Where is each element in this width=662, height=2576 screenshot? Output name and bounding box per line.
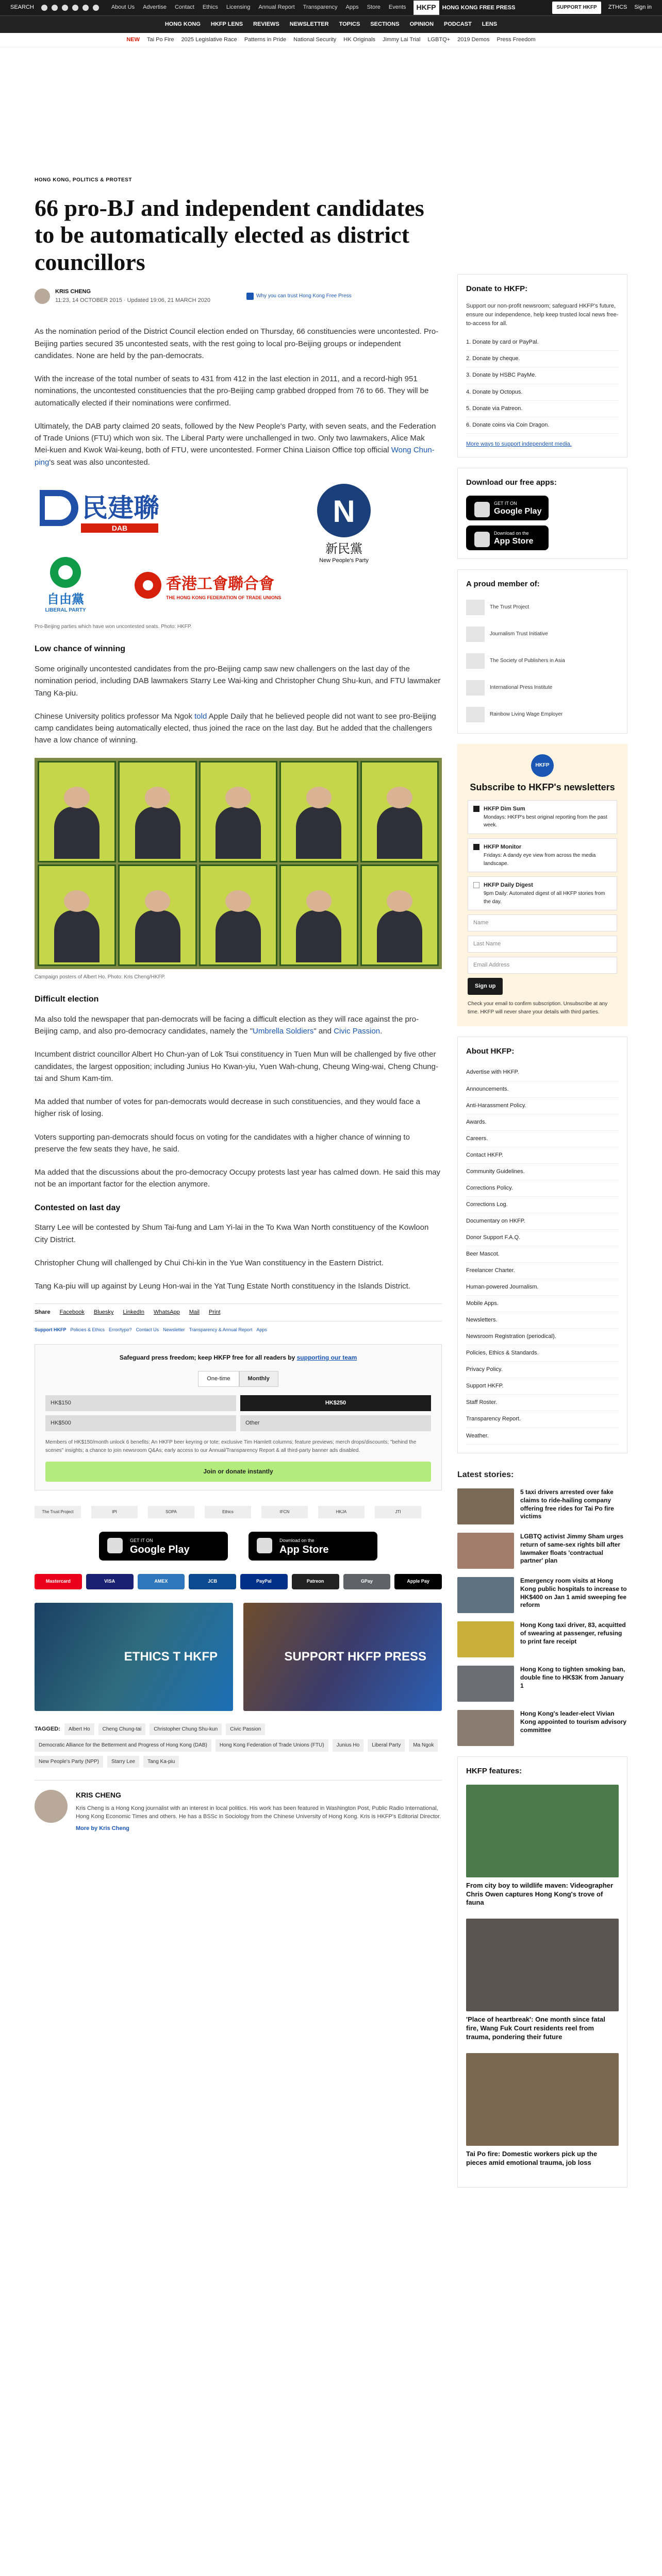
option-desc: Fridays: A dandy eye view from across the media landscape. <box>484 853 596 867</box>
story-title[interactable]: Emergency room visits at Hong Kong public hospitals to increase to HK$400 on Jan 1 amid sweeping fee reform <box>520 1577 627 1609</box>
payment-methods <box>35 1574 442 1589</box>
features-box <box>457 1756 627 2187</box>
donate-intro: Support our non-profit newsroom; safeguard HKFP's future, ensure our independence, help keep trusted local news free-to-access for all. <box>466 303 619 327</box>
about-link[interactable]: Donor Support F.A.Q. <box>466 1230 619 1246</box>
newsletter-signup <box>457 744 627 1026</box>
sidebar-google-play[interactable] <box>466 496 549 520</box>
about-link[interactable]: Human-powered Journalism. <box>466 1279 619 1296</box>
member-of-box <box>457 569 627 734</box>
sidebar <box>457 53 627 2188</box>
newsletter-option[interactable] <box>468 800 617 834</box>
tag[interactable]: New People's Party (NPP) <box>35 1756 103 1768</box>
newsletter-option[interactable] <box>468 876 617 910</box>
amount-option[interactable]: HK$500 <box>45 1415 236 1431</box>
image-caption: Campaign posters of Albert Ho. Photo: Kris Cheng/HKFP. <box>35 974 166 980</box>
support-banner[interactable]: SUPPORT HKFP PRESS <box>243 1603 442 1711</box>
share-bluesky[interactable]: Bluesky <box>93 1309 114 1316</box>
about-links <box>466 1064 619 1444</box>
nav-item[interactable]: HKFP LENS <box>210 21 243 27</box>
inline-link[interactable]: Civic Passion <box>334 1027 380 1036</box>
ethics-banner[interactable]: ETHICS T HKFP <box>35 1603 233 1711</box>
donate-option[interactable]: 1. Donate by card or PayPal. <box>466 334 619 351</box>
about-link[interactable]: Contact HKFP. <box>466 1147 619 1164</box>
google-play-button[interactable] <box>99 1532 228 1561</box>
paragraph-text: 's seat was also uncontested. <box>49 457 150 467</box>
store-small: Download on the <box>279 1537 315 1543</box>
story-thumbnail[interactable] <box>457 1666 514 1702</box>
checkbox-checked-icon[interactable] <box>473 844 479 850</box>
nav-item[interactable]: SECTIONS <box>370 21 400 27</box>
last-name-field[interactable]: Last Name <box>468 936 617 953</box>
badge-icon <box>466 600 485 615</box>
trending-link[interactable]: LGBTQ+ <box>427 36 451 43</box>
tag[interactable]: Ma Ngok <box>409 1739 438 1752</box>
donate-option[interactable]: 2. Donate by cheque. <box>466 351 619 367</box>
util-link[interactable]: About Us <box>111 4 135 11</box>
about-link[interactable]: Privacy Policy. <box>466 1362 619 1378</box>
article-footer-links <box>35 1327 442 1334</box>
apps-box <box>457 468 627 559</box>
trust-link-label: Why you can trust Hong Kong Free Press <box>256 293 352 299</box>
feature-image[interactable] <box>466 1919 619 2011</box>
share-mail[interactable]: Mail <box>189 1309 200 1316</box>
article-body <box>35 326 442 1292</box>
about-link[interactable]: Documentary on HKFP. <box>466 1213 619 1230</box>
amount-option-selected[interactable]: HK$250 <box>240 1395 431 1411</box>
util-link[interactable]: Annual Report <box>258 4 295 11</box>
about-link[interactable]: Corrections Log. <box>466 1197 619 1213</box>
footer-link[interactable]: Policies & Ethics <box>70 1327 105 1333</box>
about-link[interactable]: Careers. <box>466 1131 619 1147</box>
about-box <box>457 1037 627 1453</box>
publish-date: 11:23, 14 OCTOBER 2015 · Updated 19:06, 21 MARCH 2020 <box>55 297 211 304</box>
trending-link[interactable]: National Security <box>293 36 337 43</box>
paragraph <box>35 710 442 747</box>
trust-logo[interactable]: IPI <box>91 1506 138 1518</box>
section-heading: Low chance of winning <box>35 645 125 654</box>
tag[interactable]: Liberal Party <box>368 1739 405 1752</box>
paragraph-text: Apple Daily that he believed people did not want to see pro-Beijing camp candidates being automatically elected, thus joined the race on the last day. But he added that the challengers have a low chance of winning. <box>35 711 436 745</box>
nav-item[interactable]: LENS <box>482 21 498 27</box>
author-box <box>35 1780 442 1833</box>
trending-link[interactable]: HK Originals <box>343 36 376 43</box>
tag[interactable]: Starry Lee <box>107 1756 139 1768</box>
badge-icon <box>466 653 485 669</box>
amex-icon: AMEX <box>138 1574 185 1589</box>
sidebar-heading: About HKFP: <box>466 1047 515 1056</box>
party-logos-graphic <box>35 480 442 619</box>
paragraph: With the increase of the total number of seats to 431 from 412 in the last election in 2011, and a record-high 951 nominations, the uncontested constituencies that the pro-Beijing camp grabbed dropped from 76 to 66. They will be automatically elected if their nominations were confirmed. <box>35 375 429 408</box>
nav-item[interactable]: TOPICS <box>339 21 360 27</box>
amount-option[interactable]: HK$150 <box>45 1395 236 1411</box>
ftu-cn: 香港工會聯合會 <box>166 574 274 593</box>
donate-option[interactable]: 5. Donate via Patreon. <box>466 401 619 417</box>
article-tags <box>35 1723 442 1768</box>
newsletter-title: Subscribe to HKFP's newsletters <box>470 782 615 793</box>
about-link[interactable]: Staff Roster. <box>466 1395 619 1411</box>
utility-links <box>111 3 406 12</box>
about-link[interactable]: Transparency Report. <box>466 1411 619 1428</box>
paragraph: Tang Ka-piu will up against by Leung Hon-wai in the Yat Tung Estate North constituency in the Islands District. <box>35 1282 411 1291</box>
story-thumbnail[interactable] <box>457 1710 514 1746</box>
search-link[interactable]: SEARCH <box>10 4 34 11</box>
tag[interactable]: Albert Ho <box>64 1723 94 1736</box>
site-logo[interactable] <box>413 1 516 15</box>
gpay-icon: GPay <box>343 1574 391 1589</box>
util-link[interactable]: Advertise <box>143 4 167 11</box>
option-title: HKFP Dim Sum <box>484 805 525 812</box>
about-link[interactable]: Policies, Ethics & Standards. <box>466 1345 619 1362</box>
footer-link[interactable]: Contact Us <box>136 1327 159 1333</box>
footer-link[interactable]: Support HKFP <box>35 1327 67 1333</box>
member-badge[interactable] <box>466 677 619 698</box>
store-name: Google Play <box>494 506 542 516</box>
feature-title[interactable]: From city boy to wildlife maven: Videographer Chris Owen captures Hong Kong's trove of fauna <box>466 1881 614 1907</box>
feature-title[interactable]: Tai Po fire: Domestic workers pick up the pieces amid emotional trauma, job loss <box>466 2149 598 2166</box>
paragraph: As the nomination period of the District Council election ended on Thursday, 66 constituencies were uncontested. Pro-Beijing parties secured 35 uncontested seats, with the rest going to local pro-Beijing groups or independent candidates. None are held by the pan-democrats. <box>35 327 439 360</box>
tag[interactable]: Tang Ka-piu <box>143 1756 179 1768</box>
member-benefits: Members of HK$150/month unlock 6 benefits: An HKFP beer keyring or tote; exclusive Tim Hamlett columns; feature previews; merch drops/discounts; "behind the scenes" insights; a chance to join newsroom Q&As; early access to our Annual/Transparency Report & all third-party banner ads disabled. <box>45 1439 417 1453</box>
sidebar-heading: Latest stories: <box>457 1470 514 1479</box>
story-title[interactable]: LGBTQ activist Jimmy Sham urges return of same-sex rights bill after lawmaker floats 'contractual partner' plan <box>520 1533 624 1565</box>
x-icon[interactable] <box>52 5 58 11</box>
story-title[interactable]: Hong Kong taxi driver, 83, acquitted of swearing at passenger, refusing to print fare receipt <box>520 1621 626 1645</box>
sidebar-app-store[interactable] <box>466 526 549 550</box>
paragraph-text: " and <box>313 1027 334 1036</box>
trust-link[interactable] <box>246 292 352 300</box>
paragraph: Christopher Chung will challenged by Chui Chi-kin in the Yue Wan constituency in the Eastern District. <box>35 1258 384 1267</box>
join-donate-button[interactable]: Join or donate instantly <box>45 1462 431 1482</box>
store-small: GET IT ON <box>130 1537 153 1543</box>
author-avatar[interactable] <box>35 289 50 304</box>
about-link[interactable]: Mobile Apps. <box>466 1296 619 1312</box>
story-title[interactable]: Hong Kong to tighten smoking ban, double fine to HK$3K from January 1 <box>520 1666 625 1689</box>
badge-icon <box>466 626 485 642</box>
liberal-party-logo <box>45 557 86 613</box>
tag[interactable]: Junius Ho <box>333 1739 363 1752</box>
trending-label: NEW <box>126 36 140 43</box>
article-title: 66 pro-BJ and independent candidates to be automatically elected as district councillors <box>35 194 424 276</box>
about-link[interactable]: Anti-Harassment Policy. <box>466 1098 619 1114</box>
promo-banners <box>35 1603 442 1711</box>
trust-logo[interactable]: IFCN <box>261 1506 308 1518</box>
sidebar-heading: HKFP features: <box>466 1767 522 1776</box>
story-title[interactable]: Hong Kong's leader-elect Vivian Kong appointed to tourism advisory committee <box>520 1710 627 1734</box>
util-link[interactable]: Contact <box>174 4 194 11</box>
party-logos-image <box>35 480 442 619</box>
lp-en: LIBERAL PARTY <box>45 607 86 613</box>
badge-label: International Press Institute <box>490 685 553 691</box>
svg-text:N: N <box>333 494 355 529</box>
paragraph: Voters supporting pan-democrats should focus on voting for the candidates with a higher chance of winning to preserve the few seats they have, he said. <box>35 1132 410 1154</box>
story-item[interactable] <box>457 1488 627 1524</box>
about-link[interactable]: Weather. <box>466 1428 619 1445</box>
trust-logos <box>35 1506 442 1518</box>
author-name[interactable]: KRIS CHENG <box>55 289 91 295</box>
trending-link[interactable]: 2019 Demos <box>457 36 490 43</box>
share-label: Share <box>35 1309 51 1316</box>
badge-icon <box>466 707 485 722</box>
donate-heading-link[interactable]: supporting our team <box>296 1354 357 1362</box>
nav-item[interactable]: PODCAST <box>444 21 472 27</box>
ftu-en: THE HONG KONG FEDERATION OF TRADE UNIONS <box>166 595 282 600</box>
paragraph: Ma added that number of votes for pan-democrats would decrease in such constituencies, and they would face a higher risk of losing. <box>35 1097 420 1118</box>
hkfp-newsletter-icon: HKFP <box>531 754 554 777</box>
amount-options <box>45 1395 431 1431</box>
dab-en: DAB <box>111 523 128 532</box>
donate-box <box>457 274 627 457</box>
about-link[interactable]: Advertise with HKFP. <box>466 1064 619 1081</box>
footer-link[interactable]: Newsletter <box>163 1327 185 1333</box>
npp-cn: 新民黨 <box>325 541 362 556</box>
linkedin-icon[interactable] <box>93 5 99 11</box>
story-thumbnail[interactable] <box>457 1488 514 1524</box>
about-link[interactable]: Newsroom Registration (periodical). <box>466 1329 619 1345</box>
util-link[interactable]: Ethics <box>202 4 218 11</box>
logo-mark: HKFP <box>413 1 439 15</box>
inline-link[interactable]: told <box>194 711 207 721</box>
patreon-icon: Patreon <box>292 1574 339 1589</box>
store-name: App Store <box>494 536 534 546</box>
nav-item[interactable]: OPINION <box>409 21 434 27</box>
donate-heading <box>45 1353 431 1363</box>
paragraph-text: Ma also told the newspaper that pan-democrats will be facing a difficult election as they will race against the pro-Beijing camp, and also pro-democracy candidates, namely the " <box>35 1014 419 1036</box>
store-small: Download on the <box>494 531 529 536</box>
npp-en: New People's Party <box>319 557 369 564</box>
story-thumbnail[interactable] <box>457 1577 514 1613</box>
top-utility-bar <box>0 0 662 15</box>
dab-cn: 民建聯 <box>82 493 159 523</box>
about-link[interactable]: Awards. <box>466 1114 619 1131</box>
trust-icon <box>246 293 254 300</box>
story-item[interactable] <box>457 1710 627 1746</box>
latest-stories <box>457 1469 627 1747</box>
share-whatsapp[interactable]: WhatsApp <box>154 1309 180 1316</box>
image-caption: Pro-Beijing parties which have won uncontested seats. Photo: HKFP. <box>35 623 192 630</box>
share-facebook[interactable]: Facebook <box>59 1309 85 1316</box>
checkbox-checked-icon[interactable] <box>473 806 479 812</box>
amount-option[interactable]: Other <box>240 1415 431 1431</box>
app-store-buttons <box>35 1532 442 1561</box>
donate-option[interactable]: 4. Donate by Octopus. <box>466 384 619 401</box>
about-link[interactable]: Announcements. <box>466 1081 619 1098</box>
footer-link[interactable]: Transparency & Annual Report <box>189 1327 253 1333</box>
language-switch[interactable]: ZTHCS <box>608 4 627 11</box>
paragraph-text: Ultimately, the DAB party claimed 20 seats, followed by the New People's Party, with seven seats, and the Federation of Trade Unions (FTU) which won six. The Liberal Party were unchallenged in two. Only two lawmakers, Alice Mak Mei-kuen and Kwok Wai-keung, both of FTU, were uncontested. Former China Liaison Office top official <box>35 421 436 455</box>
story-thumbnail[interactable] <box>457 1533 514 1569</box>
about-link[interactable]: Freelancer Charter. <box>466 1263 619 1279</box>
visa-icon: VISA <box>86 1574 134 1589</box>
trust-logo[interactable]: The Trust Project <box>35 1506 81 1518</box>
newsletter-option[interactable] <box>468 838 617 872</box>
nav-item[interactable]: REVIEWS <box>253 21 279 27</box>
threads-icon[interactable] <box>82 5 89 11</box>
tag[interactable]: Civic Passion <box>226 1723 265 1736</box>
feature-image[interactable] <box>466 1785 619 1877</box>
story-item[interactable] <box>457 1621 627 1657</box>
lp-cn: 自由黨 <box>47 591 84 606</box>
ftu-logo <box>135 572 281 600</box>
share-bar <box>35 1303 442 1321</box>
badge-label: The Trust Project <box>490 604 529 611</box>
donate-heading-text: Safeguard press freedom; keep HKFP free for all readers by <box>119 1354 297 1362</box>
byline <box>35 287 442 305</box>
paragraph <box>35 420 442 468</box>
about-link[interactable]: Beer Mascot. <box>466 1246 619 1263</box>
tag[interactable]: Hong Kong Federation of Trade Unions (FTU) <box>216 1739 328 1752</box>
feature-image[interactable] <box>466 2053 619 2146</box>
share-print[interactable]: Print <box>208 1309 221 1316</box>
youtube-icon[interactable] <box>72 5 78 11</box>
story-thumbnail[interactable] <box>457 1621 514 1657</box>
member-badge[interactable] <box>466 597 619 618</box>
frequency-one-time[interactable]: One-time <box>198 1371 239 1387</box>
donate-widget <box>35 1344 442 1490</box>
option-title: HKFP Daily Digest <box>484 882 533 888</box>
signin-link[interactable]: Sign in <box>634 4 652 11</box>
author-bio: Kris Cheng is a Hong Kong journalist with an interest in local politics. His work has been featured in Washington Post, Public Radio International, Hong Kong Economic Times and others. He has a BSSc in Sociology from the Chinese University of Hong Kong. Kris is HKFP's Editorial Director. <box>76 1805 441 1820</box>
badge-label: Rainbow Living Wage Employer <box>490 711 563 718</box>
tag[interactable]: Cheng Chung-tai <box>98 1723 146 1736</box>
trending-link[interactable]: Patterns in Pride <box>244 36 287 43</box>
campaign-posters-photo <box>35 758 442 969</box>
footer-link[interactable]: Error/typo? <box>109 1327 132 1333</box>
main-nav <box>0 15 662 33</box>
util-link[interactable]: Store <box>367 4 380 11</box>
paragraph-text: . <box>380 1027 383 1036</box>
trending-link[interactable]: Press Freedom <box>496 36 536 43</box>
story-item[interactable] <box>457 1533 627 1569</box>
facebook-icon[interactable] <box>41 5 47 11</box>
author-photo[interactable] <box>35 1790 68 1823</box>
email-field[interactable]: Email Address <box>468 957 617 974</box>
donate-option[interactable]: 3. Donate by HSBC PayMe. <box>466 367 619 384</box>
feature-title[interactable]: 'Place of heartbreak': One month since fatal fire, Wang Fuk Court residents reel from trauma, pondering their future <box>466 2015 605 2041</box>
about-link[interactable]: Newsletters. <box>466 1312 619 1329</box>
option-title: HKFP Monitor <box>484 843 522 850</box>
util-link[interactable]: Events <box>388 4 406 11</box>
about-link[interactable]: Support HKFP. <box>466 1378 619 1395</box>
trending-link[interactable]: Tai Po Fire <box>146 36 174 43</box>
member-badge[interactable] <box>466 651 619 671</box>
jcb-icon: JCB <box>189 1574 236 1589</box>
article-category[interactable]: HONG KONG, POLITICS & PROTEST <box>35 177 132 183</box>
footer-link[interactable]: Apps <box>256 1327 267 1333</box>
paragraph-text: Chinese University politics professor Ma Ngok <box>35 711 195 721</box>
signup-button[interactable]: Sign up <box>468 978 503 995</box>
paragraph: Ma added that the discussions about the pro-democracy Occupy protests last year has calmed down. He said this may not be an important factor for the election anymore. <box>35 1168 441 1189</box>
article-column <box>14 53 442 2188</box>
paragraph: Some originally uncontested candidates from the pro-Beijing camp saw new challengers on the last day of the nomination period, including DAB lawmakers Starry Lee Wai-king and Christopher Chung Shu-kun, and FTU lawmaker Tang Ka-piu. <box>35 665 441 698</box>
newsletter-note: Check your email to confirm subscription. Unsubscribe at any time. HKFP will never share your details with third parties. <box>468 1001 608 1015</box>
npp-logo <box>317 484 371 564</box>
story-item[interactable] <box>457 1577 627 1613</box>
inline-link[interactable]: Wong Chun-ping <box>35 446 435 467</box>
mastercard-icon: Mastercard <box>35 1574 82 1589</box>
paragraph: Starry Lee will be contested by Shum Tai-fung and Lam Yi-lai in the To Kwa Wan North constituency of the Kowloon City District. <box>35 1223 429 1244</box>
story-title[interactable]: 5 taxi drivers arrested over fake claims to ride-hailing company offering free rides for Tai Po fire victims <box>520 1488 614 1520</box>
nav-item[interactable]: NEWSLETTER <box>289 21 329 27</box>
trust-logo[interactable]: Ethics <box>205 1506 251 1518</box>
social-icons <box>41 5 99 11</box>
about-link[interactable]: Corrections Policy. <box>466 1180 619 1197</box>
util-link[interactable]: Licensing <box>226 4 251 11</box>
frequency-monthly[interactable]: Monthly <box>239 1371 278 1387</box>
apple-pay-icon: Apple Pay <box>394 1574 442 1589</box>
trust-logo[interactable]: HKJA <box>318 1506 365 1518</box>
more-by-author-link[interactable]: More by Kris Cheng <box>76 1825 129 1832</box>
inline-link[interactable]: Umbrella Soldiers <box>253 1027 314 1036</box>
trending-bar <box>0 33 662 47</box>
store-name: App Store <box>279 1544 329 1555</box>
author-box-name[interactable]: KRIS CHENG <box>76 1791 121 1800</box>
story-item[interactable] <box>457 1666 627 1702</box>
section-heading: Difficult election <box>35 995 99 1004</box>
badge-icon <box>466 680 485 696</box>
sidebar-heading: A proud member of: <box>466 579 540 588</box>
checkbox-icon[interactable] <box>473 882 479 888</box>
sidebar-heading: Download our free apps: <box>466 478 557 487</box>
paypal-icon: PayPal <box>240 1574 288 1589</box>
tags-label: TAGGED: <box>35 1725 60 1732</box>
sidebar-heading: Donate to HKFP: <box>466 284 528 293</box>
frequency-toggle <box>45 1371 431 1387</box>
store-small: GET IT ON <box>494 501 517 506</box>
about-link[interactable]: Community Guidelines. <box>466 1164 619 1180</box>
store-name: Google Play <box>130 1544 190 1555</box>
share-linkedin[interactable]: LinkedIn <box>123 1309 145 1316</box>
support-button[interactable]: SUPPORT HKFP <box>552 2 601 14</box>
instagram-icon[interactable] <box>62 5 68 11</box>
member-badge[interactable] <box>466 704 619 725</box>
trending-link[interactable]: 2025 Legislative Race <box>181 36 237 43</box>
nav-item[interactable]: HONG KONG <box>164 21 201 27</box>
badge-label: The Society of Publishers in Asia <box>490 658 565 664</box>
trending-link[interactable]: Jimmy Lai Trial <box>383 36 421 43</box>
option-desc: 9pm Daily: Automated digest of all HKFP stories from the day. <box>484 891 605 905</box>
donate-option[interactable]: 6. Donate coins via Coin Dragon. <box>466 417 619 434</box>
more-ways-link[interactable]: More ways to support independent media. <box>466 440 572 447</box>
option-desc: Mondays: HKFP's best original reporting from the past week. <box>484 814 607 828</box>
badge-label: Journalism Trust Initiative <box>490 631 548 637</box>
section-heading: Contested on last day <box>35 1203 121 1212</box>
paragraph <box>35 1013 442 1038</box>
tag[interactable]: Christopher Chung Shu-kun <box>150 1723 222 1736</box>
trust-logo[interactable]: SOPA <box>148 1506 194 1518</box>
tag[interactable]: Democratic Alliance for the Betterment and Progress of Hong Kong (DAB) <box>35 1739 211 1752</box>
member-badge[interactable] <box>466 624 619 645</box>
util-link[interactable]: Apps <box>345 4 359 11</box>
paragraph: Incumbent district councillor Albert Ho Chun-yan of Lok Tsui constituency in Tuen Mun will be challenged by five other candidates, the largest opposition; including Junius Ho Kwan-yiu, Yuen Wah-chung, Cheung Wing-wai, Cheng Chung-tai and Shum Kam-tim. <box>35 1050 438 1083</box>
util-link[interactable]: Transparency <box>303 4 338 11</box>
trust-logo[interactable]: JTI <box>375 1506 421 1518</box>
dab-logo <box>40 490 160 533</box>
logo-text: HONG KONG FREE PRESS <box>442 4 516 11</box>
first-name-field[interactable]: Name <box>468 914 617 931</box>
app-store-button[interactable] <box>249 1532 377 1561</box>
